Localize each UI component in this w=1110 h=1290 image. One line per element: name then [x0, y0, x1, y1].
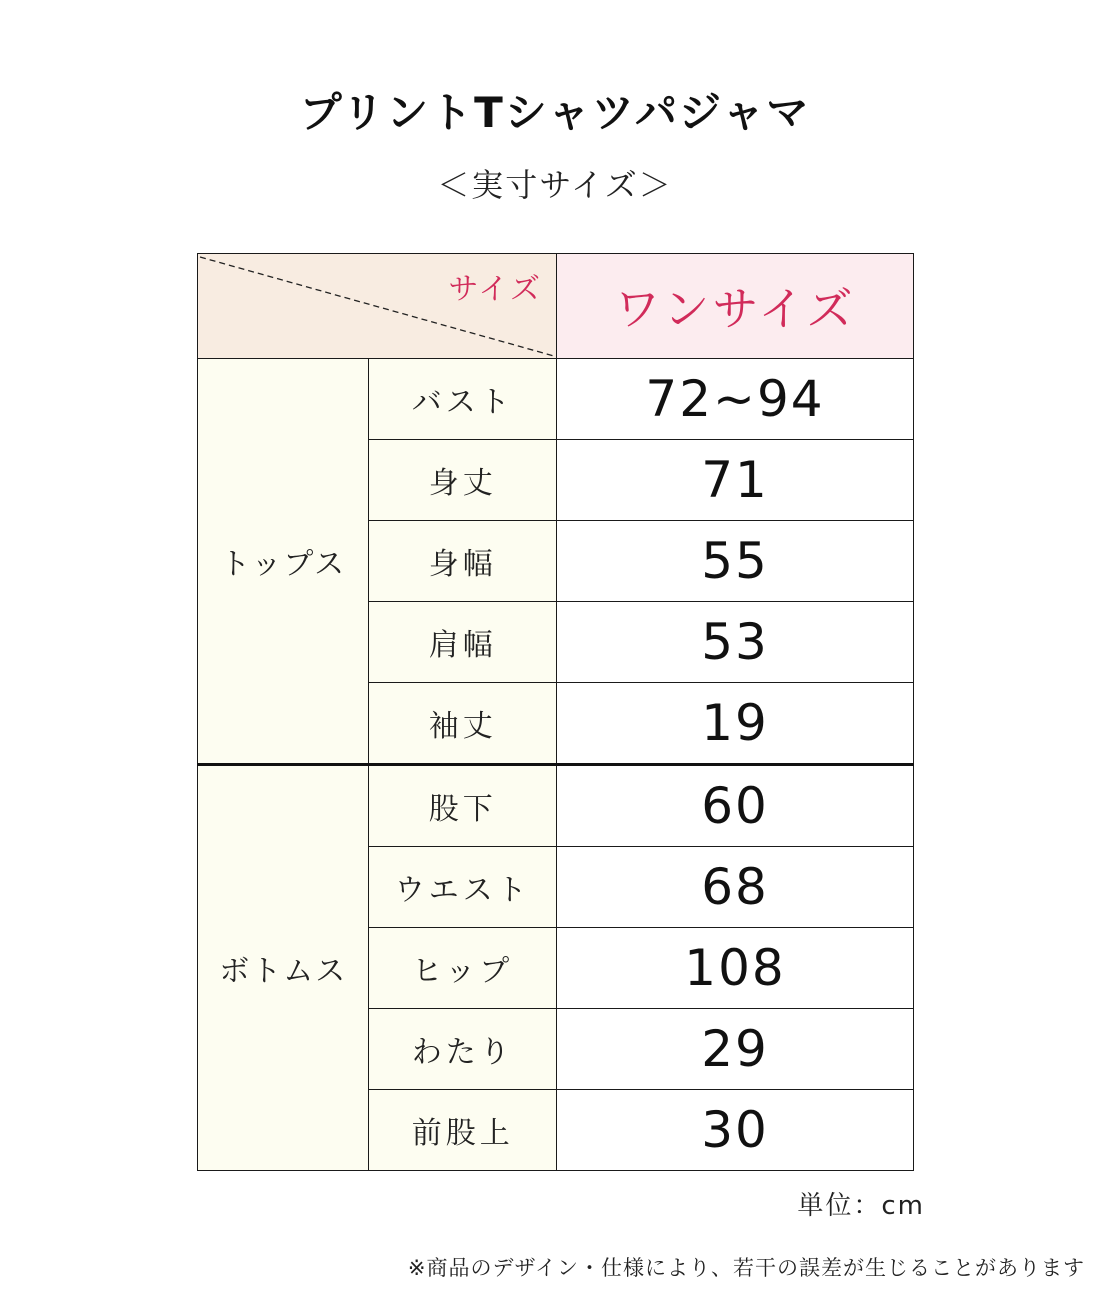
item-label: 前股上: [369, 1090, 557, 1171]
table-row: [198, 765, 914, 847]
item-value: 55: [557, 521, 914, 602]
item-value: 60: [557, 765, 914, 847]
item-label: 袖丈: [369, 683, 557, 765]
item-value: 53: [557, 602, 914, 683]
item-value: 68: [557, 847, 914, 928]
item-value: 19: [557, 683, 914, 765]
page-title: プリントTシャツパジャマ: [299, 88, 811, 137]
item-label: 肩幅: [369, 602, 557, 683]
page-subtitle: ＜実寸サイズ＞: [437, 166, 673, 204]
item-value: 71: [557, 440, 914, 521]
disclaimer-note: ※商品のデザイン・仕様により、若干の誤差が生じることがあります: [407, 1256, 1085, 1280]
header-corner-cell: [198, 254, 557, 359]
table-row: [198, 359, 914, 440]
item-label: ヒップ: [369, 928, 557, 1009]
item-label: ウエスト: [369, 847, 557, 928]
table-header-row: [198, 254, 914, 359]
size-header: ワンサイズ: [557, 254, 914, 359]
group-label-tops: トップス: [198, 359, 369, 765]
item-label: 股下: [369, 765, 557, 847]
item-label: わたり: [369, 1009, 557, 1090]
item-value: 29: [557, 1009, 914, 1090]
size-table: [197, 253, 914, 1171]
unit-label: 単位：cm: [797, 1191, 925, 1221]
item-label: バスト: [369, 359, 557, 440]
group-label-bottoms: ボトムス: [198, 765, 369, 1171]
item-value: 30: [557, 1090, 914, 1171]
item-label: 身丈: [369, 440, 557, 521]
item-value: 108: [557, 928, 914, 1009]
corner-label: サイズ: [448, 272, 542, 307]
item-label: 身幅: [369, 521, 557, 602]
item-value: 72~94: [557, 359, 914, 440]
